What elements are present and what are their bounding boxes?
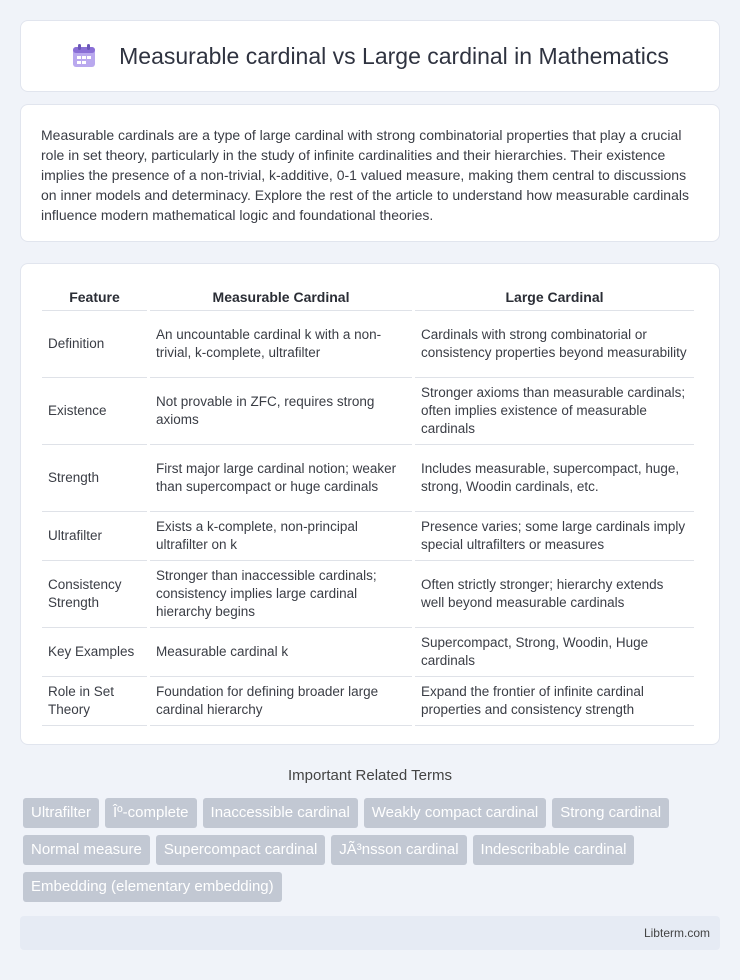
- row-feature: Definition: [42, 311, 147, 378]
- row-feature: Existence: [42, 378, 147, 445]
- calendar-icon: [71, 43, 97, 69]
- row-large: Cardinals with strong combinatorial or consistency properties beyond measurability: [415, 311, 694, 378]
- table-row: [42, 628, 694, 677]
- table-row: [42, 311, 694, 378]
- row-feature: Role in Set Theory: [42, 677, 147, 726]
- header-measurable: Measurable Cardinal: [150, 283, 412, 311]
- comparison-card: [20, 263, 720, 745]
- table-row: [42, 561, 694, 628]
- title-card: [20, 20, 720, 92]
- row-large: Often strictly stronger; hierarchy extends well beyond measurable cardinals: [415, 561, 694, 628]
- row-measurable: Foundation for defining broader large cardinal hierarchy: [150, 677, 412, 726]
- intro-card: [20, 104, 720, 242]
- row-measurable: Exists a k-complete, non-principal ultrafilter on k: [150, 512, 412, 561]
- row-feature: Ultrafilter: [42, 512, 147, 561]
- related-term-tag[interactable]: Îº-complete: [105, 798, 197, 828]
- related-term-tag[interactable]: Normal measure: [23, 835, 150, 865]
- row-measurable: Measurable cardinal k: [150, 628, 412, 677]
- row-measurable: Stronger than inaccessible cardinals; consistency implies large cardinal hierarchy begins: [150, 561, 412, 628]
- row-large: Stronger axioms than measurable cardinals; often implies existence of measurable cardinals: [415, 378, 694, 445]
- footer: [20, 916, 720, 950]
- row-large: Expand the frontier of infinite cardinal properties and consistency strength: [415, 677, 694, 726]
- related-term-tag[interactable]: Indescribable cardinal: [473, 835, 635, 865]
- page-title: Measurable cardinal vs Large cardinal in Mathematics: [119, 42, 669, 69]
- row-measurable: Not provable in ZFC, requires strong axioms: [150, 378, 412, 445]
- related-term-tag[interactable]: JÃ³nsson cardinal: [331, 835, 466, 865]
- table-row: [42, 677, 694, 726]
- related-terms-list: [23, 798, 723, 909]
- table-header-row: [42, 283, 694, 311]
- related-term-tag[interactable]: Weakly compact cardinal: [364, 798, 546, 828]
- related-term-tag[interactable]: Strong cardinal: [552, 798, 669, 828]
- table-row: [42, 512, 694, 561]
- comparison-table: [39, 283, 697, 726]
- row-measurable: An uncountable cardinal k with a non-trivial, k-complete, ultrafilter: [150, 311, 412, 378]
- related-terms-title: Important Related Terms: [288, 767, 452, 784]
- intro-text: Measurable cardinals are a type of large cardinal with strong combinatorial properties that play a crucial role in set theory, particularly in the study of infinite cardinalities and their hierarchies. Their existence implies the presence of a non-trivial, k-additive, 0-1 valued measure, making them central to discussions on inner models and determinacy. Explore the rest of the article to understand how measurable cardinals influence modern mathematical logic and foundational theories.: [41, 127, 689, 223]
- footer-site-link[interactable]: Libterm.com: [643, 926, 710, 940]
- row-feature: Strength: [42, 445, 147, 512]
- header-large: Large Cardinal: [415, 283, 694, 311]
- related-term-tag[interactable]: Ultrafilter: [23, 798, 99, 828]
- related-term-tag[interactable]: Embedding (elementary embedding): [23, 872, 282, 902]
- row-large: Presence varies; some large cardinals imply special ultrafilters or measures: [415, 512, 694, 561]
- header-feature: Feature: [42, 283, 147, 311]
- table-row: [42, 378, 694, 445]
- row-large: Supercompact, Strong, Woodin, Huge cardinals: [415, 628, 694, 677]
- row-large: Includes measurable, supercompact, huge, strong, Woodin cardinals, etc.: [415, 445, 694, 512]
- row-feature: Key Examples: [42, 628, 147, 677]
- row-measurable: First major large cardinal notion; weaker than supercompact or huge cardinals: [150, 445, 412, 512]
- row-feature: Consistency Strength: [42, 561, 147, 628]
- related-term-tag[interactable]: Inaccessible cardinal: [203, 798, 358, 828]
- related-term-tag[interactable]: Supercompact cardinal: [156, 835, 325, 865]
- table-row: [42, 445, 694, 512]
